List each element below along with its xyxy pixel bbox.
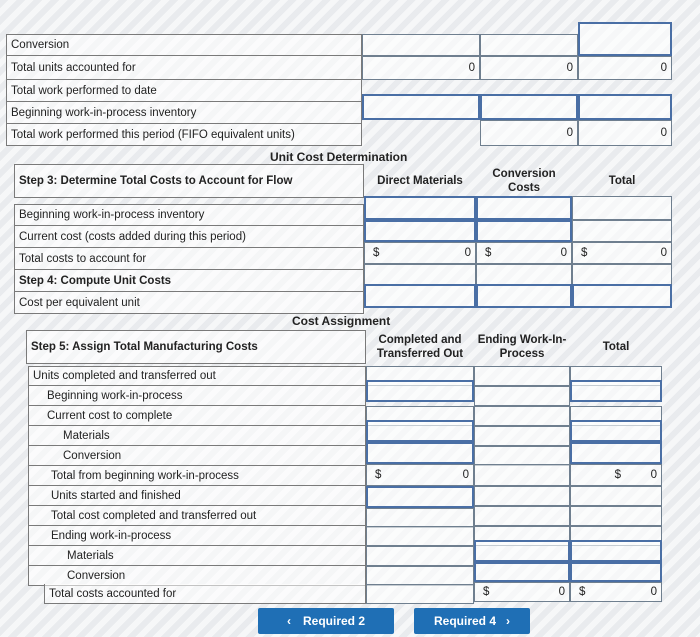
value-cell [572, 264, 672, 286]
column-header: Conversion Costs [492, 168, 556, 194]
column-header: Total [608, 175, 636, 187]
row-label: Conversion [6, 34, 362, 56]
value-cell: 0 [578, 56, 672, 80]
value-cell: 0 [480, 56, 578, 80]
value-cell [366, 584, 474, 604]
value-cell [474, 366, 570, 386]
value-cell [572, 196, 672, 220]
value-cell [364, 264, 476, 286]
row-label: Materials [28, 426, 366, 446]
input-cell[interactable] [570, 540, 662, 562]
step-header: Step 5: Assign Total Manufacturing Costs [26, 330, 366, 364]
value-cell: 0 [480, 120, 578, 146]
row-label: Total from beginning work-in-process [28, 466, 366, 486]
row-label: Total units accounted for [6, 56, 362, 80]
value-cell [474, 464, 570, 486]
row-label: Current cost (costs added during this period) [14, 226, 364, 248]
row-label: Total cost completed and transferred out [28, 506, 366, 526]
value-cell: $ 0 [474, 582, 570, 602]
input-cell[interactable] [480, 34, 578, 56]
value-cell [572, 220, 672, 242]
input-cell[interactable] [366, 380, 474, 402]
row-label: Cost per equivalent unit [14, 292, 364, 314]
input-cell[interactable] [362, 94, 480, 120]
input-cell[interactable] [364, 220, 476, 242]
value-cell [570, 506, 662, 526]
value-cell: $ 0 [572, 242, 672, 264]
value-cell: 0 [362, 56, 480, 80]
row-label: Units completed and transferred out [28, 366, 366, 386]
input-cell[interactable] [570, 380, 662, 402]
value-cell [366, 526, 474, 546]
row-label: Total work performed this period (FIFO equivalent units) [6, 124, 362, 146]
input-cell[interactable] [366, 420, 474, 442]
input-cell[interactable] [570, 562, 662, 582]
value-cell: 0 [578, 120, 672, 146]
input-cell[interactable] [366, 442, 474, 464]
value-cell [366, 546, 474, 566]
input-cell[interactable] [570, 442, 662, 464]
row-label: Beginning work-in-process inventory [14, 204, 364, 226]
row-label: Conversion [28, 446, 366, 466]
row-label: Total costs to account for [14, 248, 364, 270]
row-label: Beginning work-in-process inventory [6, 102, 362, 124]
input-cell[interactable] [476, 220, 572, 242]
row-label: Total costs accounted for [44, 584, 366, 604]
row-label: Total work performed to date [6, 80, 362, 102]
row-label: Conversion [28, 566, 366, 586]
row-label: Materials [28, 546, 366, 566]
input-cell[interactable] [570, 420, 662, 442]
row-label: Current cost to complete [28, 406, 366, 426]
section-title: Unit Cost Determination [270, 150, 408, 164]
value-cell [474, 386, 570, 406]
required-2-button[interactable]: ‹ Required 2 [258, 608, 394, 634]
row-label: Beginning work-in-process [28, 386, 366, 406]
value-cell: $ 0 [570, 464, 662, 486]
value-cell: $ 0 [476, 242, 572, 264]
chevron-right-icon: › [506, 614, 510, 628]
row-label: Ending work-in-process [28, 526, 366, 546]
step-header: Step 4: Compute Unit Costs [14, 270, 364, 292]
input-cell[interactable] [362, 34, 480, 56]
input-cell[interactable] [578, 22, 672, 56]
value-cell: $ 0 [570, 582, 662, 602]
value-cell [474, 426, 570, 446]
value-cell [570, 486, 662, 506]
input-cell[interactable] [572, 284, 672, 308]
column-header: Completed and Transferred Out [376, 334, 464, 360]
column-header: Total [602, 341, 630, 353]
value-cell [476, 264, 572, 286]
input-cell[interactable] [366, 486, 474, 508]
row-label: Units started and finished [28, 486, 366, 506]
input-cell[interactable] [474, 540, 570, 562]
value-cell [474, 486, 570, 506]
input-cell[interactable] [364, 196, 476, 220]
value-cell [366, 566, 474, 586]
input-cell[interactable] [476, 196, 572, 220]
required-4-button[interactable]: Required 4 › [414, 608, 530, 634]
value-cell [474, 506, 570, 526]
section-title: Cost Assignment [292, 314, 391, 328]
value-cell [474, 406, 570, 426]
column-header: Direct Materials [377, 175, 463, 187]
value-cell: $ 0 [366, 464, 474, 486]
column-header: Ending Work-In-Process [477, 334, 567, 360]
input-cell[interactable] [474, 562, 570, 582]
value-cell [474, 446, 570, 466]
value-cell [366, 508, 474, 528]
input-cell[interactable] [480, 94, 578, 120]
value-cell: $ 0 [364, 242, 476, 264]
input-cell[interactable] [578, 94, 672, 120]
step-header: Step 3: Determine Total Costs to Account for Flow [14, 164, 364, 198]
input-cell[interactable] [364, 284, 476, 308]
input-cell[interactable] [476, 284, 572, 308]
chevron-left-icon: ‹ [286, 614, 291, 628]
